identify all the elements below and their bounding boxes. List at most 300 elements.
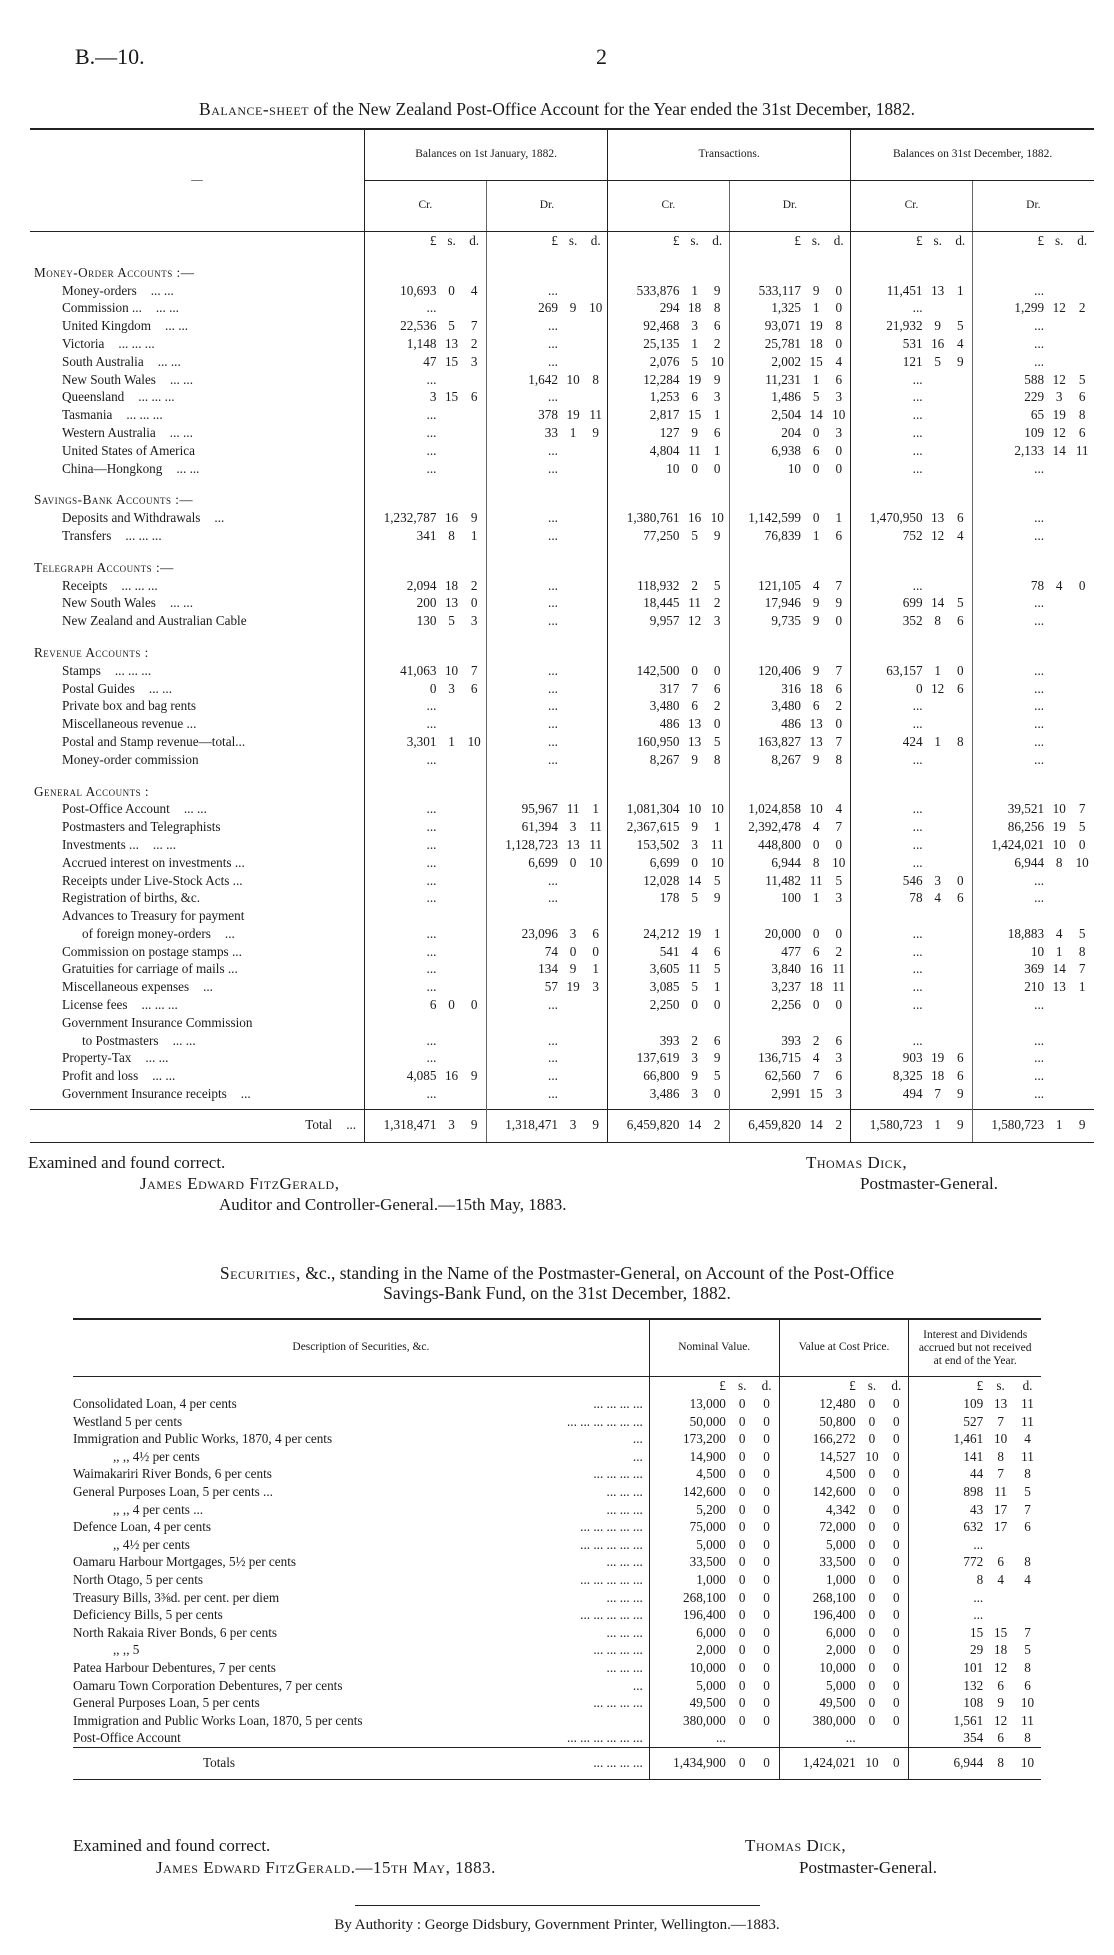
amount-pounds: 118,932 [608, 577, 684, 595]
account-name: Receipts under Live-Stock Acts ... [62, 872, 243, 888]
security-name: Oamaru Harbour Mortgages, 5½ per cents [73, 1554, 297, 1570]
amount-pounds: 5,000 [649, 1536, 730, 1554]
amount-shillings: 19 [566, 407, 580, 423]
leader-dots: ... [632, 1448, 643, 1464]
amount-pence [463, 854, 486, 872]
account-row [30, 527, 1094, 545]
empty-cell [927, 907, 949, 925]
amount-pence: 3 [470, 613, 478, 629]
amount-pounds: 1,486 [729, 388, 805, 406]
amount-shillings: 6 [812, 442, 820, 458]
amount-shillings [927, 388, 949, 406]
leader-dots: ... ... [157, 353, 181, 369]
account-name: Miscellaneous revenue ... [62, 716, 197, 732]
amount-shillings: 6 [812, 698, 820, 714]
account-label [30, 1032, 365, 1050]
amount-pence: 0 [835, 442, 843, 458]
amount-shillings: 0 [868, 1624, 876, 1640]
amount-shillings [440, 460, 462, 478]
amount-pounds: 533,117 [729, 282, 805, 300]
empty-cell [927, 250, 949, 282]
empty-cell [440, 477, 462, 509]
amount-pounds: 8 [909, 1571, 987, 1589]
amount-shillings: 0 [868, 1571, 876, 1587]
amount-pounds: ... [972, 353, 1048, 371]
amount-pence: 0 [763, 1712, 770, 1728]
account-label [30, 612, 365, 630]
amount-shillings: 15 [688, 407, 702, 423]
amount-shillings: 0 [868, 1677, 876, 1693]
amount-shillings: 0 [738, 1396, 746, 1411]
amount-pounds: 17,946 [729, 594, 805, 612]
amount-shillings [440, 751, 462, 769]
empty-cell [927, 477, 949, 509]
empty-cell [365, 1014, 441, 1032]
account-name: Deposits and Withdrawals [62, 510, 201, 526]
amount-pounds: 2,133 [972, 442, 1048, 460]
amount-pence [584, 442, 607, 460]
security-label [73, 1536, 649, 1554]
amount-pence [463, 978, 486, 996]
amount-pence: 5 [713, 577, 721, 593]
amount-pence: 6 [470, 389, 478, 405]
units-row-label [30, 232, 365, 250]
amount-pence [584, 317, 607, 335]
amount-pence: 6 [835, 1032, 843, 1048]
amount-pence: 0 [592, 943, 599, 959]
amount-pounds: ... [972, 1032, 1048, 1050]
amount-pence: 6 [956, 613, 964, 629]
account-name: Money-orders [62, 282, 137, 298]
amount-shillings: 10 [994, 1431, 1008, 1447]
amount-shillings: 0 [868, 1695, 876, 1711]
amount-pounds: 142,600 [649, 1483, 730, 1501]
leader-dots: ... ... ... ... [593, 1642, 643, 1658]
label-column-header: — [30, 129, 365, 232]
amount-pounds: 393 [608, 1032, 684, 1050]
empty-cell [365, 545, 441, 577]
amount-shillings: 5 [934, 353, 941, 369]
amount-pounds: 486 [608, 715, 684, 733]
account-label [30, 800, 365, 818]
empty-cell [972, 477, 1048, 509]
empty-cell [486, 477, 562, 509]
amount-pounds: 75,000 [649, 1518, 730, 1536]
amount-shillings: 9 [691, 819, 698, 835]
balance-sheet-title-rest: of the New Zealand Post-Office Account for the Year ended the 31st December, 1882. [309, 99, 915, 119]
unit-pound: £ [851, 232, 927, 250]
balance-sheet-title-prefix: Balance-sheet [199, 99, 310, 119]
amount-pence: 0 [713, 997, 721, 1013]
amount-pounds: ... [486, 335, 562, 353]
amount-shillings: 3 [934, 872, 941, 888]
amount-pounds: ... [486, 509, 562, 527]
amount-shillings: 13 [809, 716, 823, 732]
amount-shillings: 19 [566, 979, 580, 995]
unit-shilling: s. [1054, 233, 1064, 248]
empty-cell [608, 907, 684, 925]
account-name: Queensland [62, 389, 125, 405]
amount-pounds: 1,253 [608, 388, 684, 406]
amount-pounds: ... [365, 371, 441, 389]
amount-shillings: 0 [868, 1659, 876, 1675]
empty-cell [584, 1014, 607, 1032]
empty-cell [486, 1014, 562, 1032]
amount-shillings: 18 [994, 1642, 1008, 1658]
empty-cell [486, 907, 562, 925]
amount-pence [1070, 282, 1094, 300]
amount-shillings: 14 [1052, 442, 1066, 458]
amount-pounds: 74 [486, 943, 562, 961]
amount-shillings [1048, 872, 1070, 890]
amount-pounds: 166,272 [779, 1430, 860, 1448]
empty-cell [851, 1014, 927, 1032]
empty-cell [972, 769, 1048, 801]
securities-table [73, 1318, 1041, 1780]
amount-pence: 0 [893, 1536, 900, 1552]
amount-pounds: ... [365, 943, 441, 961]
amount-pence [1070, 509, 1094, 527]
amount-pence: 0 [763, 1642, 770, 1658]
amount-shillings: 7 [997, 1466, 1004, 1482]
amount-pence: 6 [835, 1068, 843, 1084]
total-pence: 9 [463, 1109, 486, 1142]
amount-shillings: 9 [812, 613, 820, 629]
amount-pounds: ... [972, 889, 1048, 907]
leader-dots: ... ... ... ... ... ... [566, 1730, 643, 1746]
amount-pounds: 0 [851, 680, 927, 698]
unit-shilling: s. [447, 233, 456, 248]
amount-pounds: 1,000 [779, 1571, 860, 1589]
amount-pounds: 2,094 [365, 577, 441, 595]
security-label [73, 1553, 649, 1571]
empty-cell [706, 477, 729, 509]
amount-pounds: 1,142,599 [729, 509, 805, 527]
amount-shillings [562, 594, 584, 612]
auditor-name: James Edward FitzGerald, [140, 1174, 340, 1193]
amount-pence [949, 406, 972, 424]
amount-pence: 0 [470, 997, 478, 1013]
amount-shillings: 1 [691, 335, 698, 351]
amount-pence [584, 460, 607, 478]
total-pence: 9 [1070, 1109, 1094, 1142]
amount-shillings: 4 [1055, 577, 1063, 593]
amount-pounds: 33,500 [779, 1553, 860, 1571]
amount-pence: 9 [470, 1068, 478, 1084]
amount-pounds: 1,470,950 [851, 509, 927, 527]
amount-pounds: 3,840 [729, 960, 805, 978]
sub-header-cr: Cr. [365, 181, 487, 232]
security-name: Deficiency Bills, 5 per cents [73, 1607, 223, 1623]
amount-shillings: 9 [691, 1068, 698, 1084]
amount-pounds: 49,500 [779, 1694, 860, 1712]
leader-dots: ... ... [155, 300, 179, 316]
amount-pence: 5 [1078, 371, 1086, 387]
amount-pence [584, 282, 607, 300]
empty-cell [683, 630, 705, 662]
amount-shillings [927, 943, 949, 961]
amount-pence: 6 [835, 527, 843, 543]
amount-pence [949, 751, 972, 769]
amount-pence: 0 [893, 1554, 900, 1570]
account-label [30, 424, 365, 442]
amount-pence [949, 715, 972, 733]
amount-pence: 2 [713, 595, 721, 611]
amount-pounds: 12,028 [608, 872, 684, 890]
amount-pence: 0 [893, 1677, 900, 1693]
amount-shillings: 16 [444, 510, 459, 526]
amount-pounds: 127 [608, 424, 684, 442]
amount-pounds: ... [851, 818, 927, 836]
amount-pence: 0 [893, 1571, 900, 1587]
amount-pence: 11 [1021, 1396, 1034, 1411]
amount-pounds: 229 [972, 388, 1048, 406]
amount-pence: 1 [713, 925, 721, 941]
amount-shillings: 9 [812, 662, 820, 678]
total-shillings: 0 [730, 1747, 755, 1780]
amount-shillings [927, 854, 949, 872]
amount-shillings: 0 [738, 1607, 746, 1623]
amount-pounds: 5,000 [649, 1677, 730, 1695]
security-label [73, 1448, 649, 1466]
amount-shillings: 1 [691, 282, 698, 298]
amount-pounds: ... [486, 317, 562, 335]
security-row [73, 1413, 1041, 1431]
account-name: United States of America [62, 442, 195, 458]
amount-shillings: 0 [868, 1554, 876, 1570]
empty-cell [729, 477, 805, 509]
amount-pounds: ... [365, 442, 441, 460]
amount-pounds: 1,299 [972, 299, 1048, 317]
amount-pence [584, 612, 607, 630]
amount-pence [584, 715, 607, 733]
amount-pounds: ... [365, 1085, 441, 1103]
amount-shillings: 13 [688, 733, 702, 749]
empty-cell [1070, 630, 1094, 662]
empty-cell [729, 769, 805, 801]
amount-pence [1070, 697, 1094, 715]
amount-shillings: 1 [934, 662, 941, 678]
account-label [30, 509, 365, 527]
total-pounds: 1,580,723 [972, 1109, 1048, 1142]
group-header-opening: Balances on 1st January, 1882. [365, 129, 608, 181]
account-name: New South Wales [62, 595, 156, 611]
amount-shillings: 18 [444, 577, 459, 593]
amount-pence: 2 [835, 943, 843, 959]
security-label [73, 1501, 649, 1519]
amount-pounds: ... [486, 733, 562, 751]
empty-cell [729, 1014, 805, 1032]
leader-dots: ... [632, 1677, 643, 1693]
footer-rule [355, 1905, 760, 1906]
empty-cell [706, 545, 729, 577]
amount-pence: 0 [893, 1642, 900, 1658]
amount-shillings: 0 [812, 460, 820, 476]
amount-pounds: 25,781 [729, 335, 805, 353]
amount-pence [949, 1032, 972, 1050]
amount-pence [1070, 751, 1094, 769]
amount-shillings: 0 [868, 1431, 876, 1447]
account-name: License fees [62, 997, 128, 1013]
empty-cell [365, 769, 441, 801]
amount-pounds: 121,105 [729, 577, 805, 595]
amount-pounds: 2,817 [608, 406, 684, 424]
amount-pence: 8 [1078, 407, 1086, 423]
amount-pounds: 137,619 [608, 1049, 684, 1067]
account-name: Profit and loss [62, 1068, 139, 1084]
amount-pounds: 196,400 [649, 1606, 730, 1624]
amount-pounds: ... [851, 1032, 927, 1050]
amount-shillings: 12 [931, 527, 945, 543]
empty-cell [851, 250, 927, 282]
total-shillings: 8 [987, 1747, 1014, 1780]
section-heading-row [30, 769, 1094, 801]
amount-shillings: 0 [569, 854, 577, 870]
account-name: Postal and Stamp revenue—total... [62, 733, 246, 749]
amount-pounds: 153,502 [608, 836, 684, 854]
postmaster-general-title-2: Postmaster-General. [799, 1858, 937, 1877]
amount-shillings [440, 960, 462, 978]
amount-pence: 8 [1024, 1659, 1031, 1675]
total-label-cell [30, 1109, 365, 1142]
amount-pence [1070, 353, 1094, 371]
amount-shillings [1048, 715, 1070, 733]
totals-label: Totals [203, 1754, 236, 1770]
amount-pounds: 4,342 [779, 1501, 860, 1519]
amount-pence: 0 [893, 1607, 900, 1623]
amount-pence: 11 [1021, 1712, 1034, 1728]
amount-pence: 10 [710, 801, 724, 817]
amount-pounds: 109 [972, 424, 1048, 442]
amount-pence [463, 1032, 486, 1050]
amount-pence: 6 [713, 943, 721, 959]
amount-shillings: 1 [812, 527, 820, 543]
leader-dots: ... [214, 510, 225, 526]
amount-pence: 3 [592, 979, 599, 995]
amount-pounds: 23,096 [486, 925, 562, 943]
amount-pence: 0 [893, 1413, 900, 1429]
amount-pounds: ... [851, 960, 927, 978]
account-label [30, 353, 365, 371]
amount-shillings: 19 [688, 371, 702, 387]
security-name: Patea Harbour Debentures, 7 per cents [73, 1659, 276, 1675]
amount-shillings: 0 [868, 1466, 876, 1482]
amount-shillings: 0 [738, 1712, 746, 1728]
amount-shillings [927, 800, 949, 818]
amount-pounds: ... [972, 460, 1048, 478]
amount-pence: 9 [713, 282, 721, 298]
amount-pence: 1 [713, 819, 721, 835]
amount-pounds: 494 [851, 1085, 927, 1103]
amount-shillings [927, 577, 949, 595]
amount-pounds: 772 [909, 1553, 987, 1571]
unit-pound: £ [909, 1377, 987, 1396]
amount-pounds: 8,325 [851, 1067, 927, 1085]
securities-header-description: Description of Securities, &c. [73, 1319, 649, 1377]
amount-shillings [927, 371, 949, 389]
amount-pence: 7 [1024, 1624, 1031, 1640]
amount-shillings: 14 [1052, 961, 1066, 977]
empty-cell [1070, 477, 1094, 509]
amount-shillings [927, 836, 949, 854]
amount-shillings: 7 [934, 1086, 941, 1102]
amount-shillings [440, 854, 462, 872]
amount-pence [463, 460, 486, 478]
amount-pence: 1 [1078, 979, 1086, 995]
amount-shillings: 0 [868, 1712, 876, 1728]
amount-pence: 3 [835, 1050, 843, 1066]
account-name: Receipts [62, 577, 108, 593]
amount-pounds: ... [972, 1085, 1048, 1103]
amount-shillings: 4 [934, 890, 941, 906]
amount-pence: 0 [956, 662, 964, 678]
amount-pence: 11 [1021, 1448, 1034, 1464]
empty-cell [706, 630, 729, 662]
amount-shillings: 14 [809, 407, 823, 423]
amount-shillings [562, 317, 584, 335]
security-name: Immigration and Public Works, 1870, 4 per cents [73, 1431, 333, 1447]
amount-pence: 5 [956, 595, 964, 611]
amount-pence: 11 [832, 961, 846, 977]
amount-pence [584, 872, 607, 890]
amount-shillings: 8 [997, 1448, 1004, 1464]
security-label [73, 1589, 649, 1607]
amount-pence: 11 [1075, 442, 1089, 458]
leader-dots: ... ... [172, 1032, 196, 1048]
amount-pounds: 57 [486, 978, 562, 996]
amount-pence: 1 [470, 527, 478, 543]
amount-pounds: ... [851, 460, 927, 478]
account-row [30, 282, 1094, 300]
amount-pounds: 18,883 [972, 925, 1048, 943]
amount-pounds: 136,715 [729, 1049, 805, 1067]
amount-pounds: 6 [365, 996, 441, 1014]
account-row [30, 594, 1094, 612]
amount-pounds: 378 [486, 406, 562, 424]
amount-pounds: 1,642 [486, 371, 562, 389]
amount-shillings: 0 [448, 282, 455, 298]
amount-pence [949, 818, 972, 836]
account-name: Commission ... [62, 300, 142, 316]
amount-pounds: 0 [365, 680, 441, 698]
amount-pounds: 546 [851, 872, 927, 890]
amount-pence: 3 [835, 389, 843, 405]
account-label [30, 978, 365, 996]
amount-shillings [1048, 751, 1070, 769]
amount-shillings: 10 [444, 662, 459, 678]
amount-pence: 11 [710, 836, 724, 852]
account-label [30, 594, 365, 612]
amount-pence [949, 697, 972, 715]
amount-shillings: 0 [868, 1483, 876, 1499]
amount-pounds: 49,500 [649, 1694, 730, 1712]
amount-shillings: 0 [868, 1396, 876, 1411]
amount-shillings [730, 1729, 755, 1747]
account-name: Transfers [62, 527, 112, 543]
amount-pence [1014, 1536, 1041, 1554]
amount-pence [584, 996, 607, 1014]
amount-pence [584, 577, 607, 595]
empty-cell [1048, 1014, 1070, 1032]
leader-dots: ... [224, 925, 235, 941]
amount-pence [884, 1729, 909, 1747]
balance-sheet-table [30, 128, 1094, 1143]
amount-shillings [440, 299, 462, 317]
empty-cell [440, 907, 462, 925]
amount-pounds: 10 [608, 460, 684, 478]
security-row [73, 1677, 1041, 1695]
empty-cell [1048, 769, 1070, 801]
